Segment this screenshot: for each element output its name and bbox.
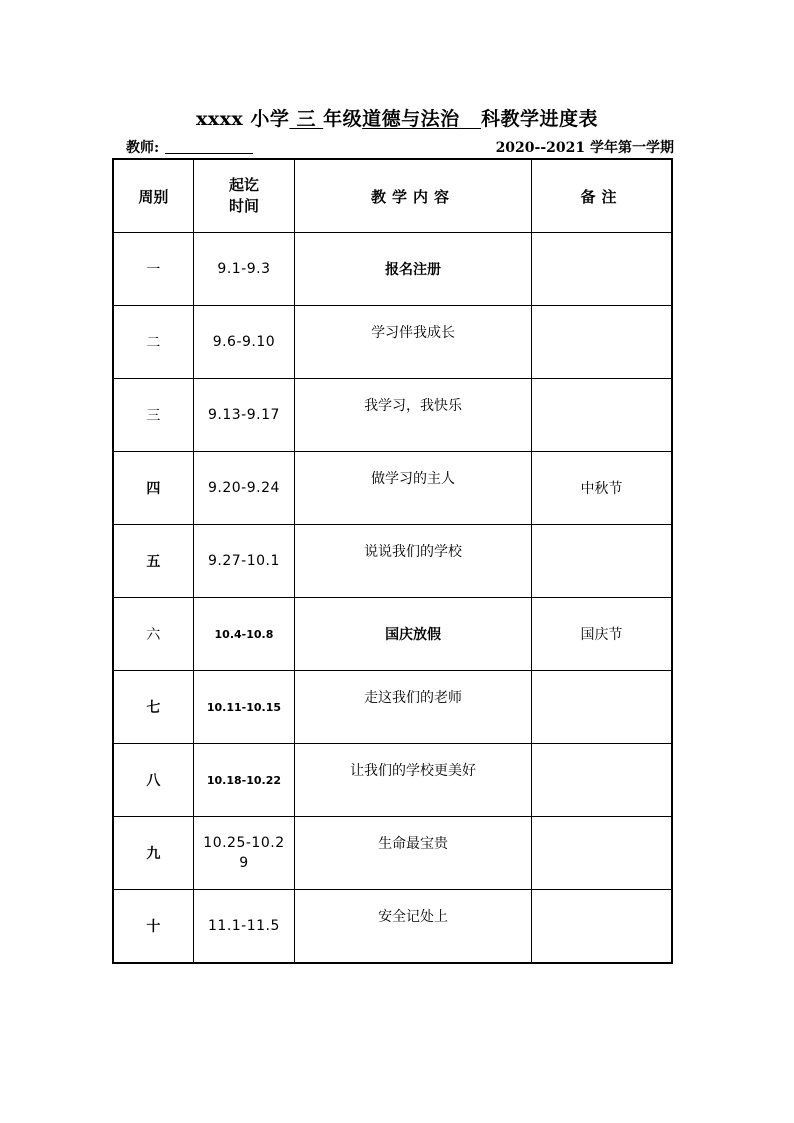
week-cell: 五 xyxy=(113,525,193,598)
header-week: 周别 xyxy=(113,159,193,233)
title-grade: 三 xyxy=(296,108,317,130)
note-cell xyxy=(531,379,672,452)
date-cell: 11.1-11.5 xyxy=(193,890,294,964)
table-row xyxy=(113,817,672,890)
table-row xyxy=(113,671,672,744)
header-content: 教学内容 xyxy=(295,159,532,233)
week-cell: 二 xyxy=(113,306,193,379)
date-cell: 9.27-10.1 xyxy=(193,525,294,598)
note-cell: 国庆节 xyxy=(531,598,672,671)
semester-label: 2020--2021 学年第一学期 xyxy=(495,140,674,156)
date-cell: 9.13-9.17 xyxy=(193,379,294,452)
title-grade-suffix: 年级 xyxy=(323,108,363,130)
week-cell: 九 xyxy=(113,817,193,890)
week-cell: 十 xyxy=(113,890,193,964)
note-cell xyxy=(531,671,672,744)
table-row xyxy=(113,379,672,452)
note-cell: 中秋节 xyxy=(531,452,672,525)
content-cell: 做学习的主人 xyxy=(295,452,532,525)
table-row xyxy=(113,525,672,598)
week-cell: 三 xyxy=(113,379,193,452)
week-cell: 七 xyxy=(113,671,193,744)
table-row xyxy=(113,452,672,525)
content-cell: 说说我们的学校 xyxy=(295,525,532,598)
content-cell: 国庆放假 xyxy=(295,598,532,671)
content-cell: 走这我们的老师 xyxy=(295,671,532,744)
title-school: xxxx 小学 xyxy=(195,108,290,130)
header-date: 起讫 时间 xyxy=(193,159,294,233)
title-subject: 道德与法治 xyxy=(362,108,460,130)
table-header-row xyxy=(113,159,672,233)
note-cell xyxy=(531,744,672,817)
date-cell: 9.1-9.3 xyxy=(193,233,294,306)
table-row xyxy=(113,306,672,379)
date-cell: 10.18-10.22 xyxy=(193,744,294,817)
teacher-blank-line xyxy=(165,139,253,154)
content-cell: 生命最宝贵 xyxy=(295,817,532,890)
teacher-field xyxy=(126,137,253,157)
date-cell: 9.6-9.10 xyxy=(193,306,294,379)
header-info-line xyxy=(126,137,674,159)
header-note: 备注 xyxy=(531,159,672,233)
date-cell: 10.25-10.29 xyxy=(193,817,294,890)
table-row xyxy=(113,890,672,964)
note-cell xyxy=(531,233,672,306)
teacher-label: 教师: xyxy=(126,140,160,156)
table-row xyxy=(113,744,672,817)
content-cell: 学习伴我成长 xyxy=(295,306,532,379)
table-row xyxy=(113,233,672,306)
table-row xyxy=(113,598,672,671)
content-cell: 报名注册 xyxy=(295,233,532,306)
content-cell: 让我们的学校更美好 xyxy=(295,744,532,817)
week-cell: 六 xyxy=(113,598,193,671)
note-cell xyxy=(531,306,672,379)
week-cell: 一 xyxy=(113,233,193,306)
title-suffix: 科教学进度表 xyxy=(481,108,599,130)
date-cell: 10.4-10.8 xyxy=(193,598,294,671)
note-cell xyxy=(531,817,672,890)
week-cell: 八 xyxy=(113,744,193,817)
week-cell: 四 xyxy=(113,452,193,525)
note-cell xyxy=(531,525,672,598)
page-title xyxy=(0,104,794,131)
date-cell: 9.20-9.24 xyxy=(193,452,294,525)
content-cell: 安全记处上 xyxy=(295,890,532,964)
content-cell: 我学习，我快乐 xyxy=(295,379,532,452)
date-cell: 10.11-10.15 xyxy=(193,671,294,744)
schedule-table xyxy=(112,158,673,964)
note-cell xyxy=(531,890,672,964)
